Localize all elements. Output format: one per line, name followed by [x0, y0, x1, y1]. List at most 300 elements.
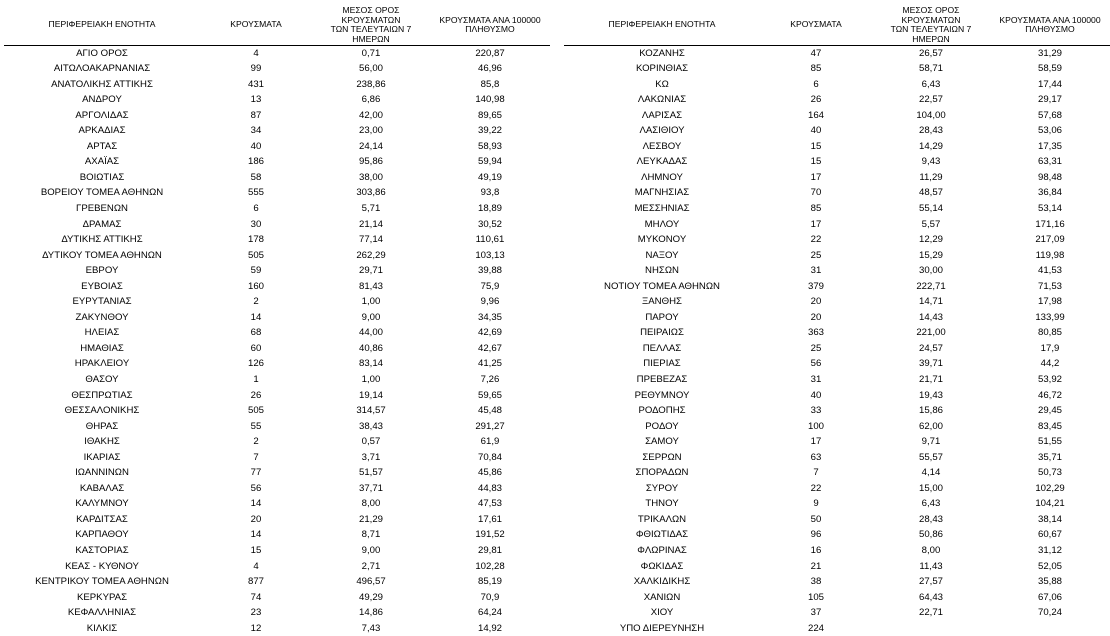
- cases-cell: 38: [810, 576, 822, 588]
- average-cell: 11,43: [919, 560, 943, 572]
- table-row: [4, 310, 1110, 326]
- cases-cell: 12: [250, 622, 262, 634]
- table-row: [4, 263, 1110, 279]
- average-cell: 9,71: [921, 436, 941, 448]
- region-name-cell: ΘΕΣΣΑΛΟΝΙΚΗΣ: [64, 405, 140, 417]
- region-name-cell: ΡΟΔΟΠΗΣ: [638, 405, 686, 417]
- per100k-cell: 41,25: [477, 358, 502, 370]
- cases-cell: 17: [810, 218, 822, 230]
- cases-cell: 16: [810, 545, 822, 556]
- table-row: [4, 232, 1110, 248]
- column-gap: [550, 574, 564, 590]
- cases-cell: 555: [247, 187, 264, 199]
- region-name-cell: ΤΡΙΚΑΛΩΝ: [637, 513, 687, 525]
- per100k-cell: 47,53: [477, 498, 502, 510]
- column-gap: [550, 92, 564, 108]
- table-header: [4, 6, 1110, 45]
- cases-cell: 4: [253, 47, 259, 59]
- region-name-cell: ΑΡΚΑΔΙΑΣ: [78, 125, 126, 137]
- average-cell: 26,57: [918, 47, 943, 59]
- header-average-left-line1: ΜΕΣΟΣ ΟΡΟΣ ΚΡΟΥΣΜΑΤΩΝ: [341, 5, 401, 25]
- per100k-cell: 29,45: [1037, 405, 1062, 417]
- cases-cell: 23: [250, 607, 262, 619]
- table-row: [4, 61, 1110, 77]
- average-cell: 95,86: [358, 156, 383, 168]
- per100k-cell: 171,16: [1035, 218, 1065, 230]
- average-cell: 9,43: [921, 156, 941, 168]
- per100k-cell: 52,05: [1037, 560, 1062, 572]
- average-cell: 12,29: [918, 234, 943, 246]
- header-cases-left-label: ΚΡΟΥΣΜΑΤΑ: [230, 19, 282, 30]
- column-gap: [550, 170, 564, 186]
- per100k-cell: 102,28: [475, 560, 505, 572]
- table-row: [4, 139, 1110, 155]
- average-cell: 28,43: [918, 513, 943, 525]
- per100k-cell: 35,71: [1037, 451, 1062, 463]
- column-gap: [550, 77, 564, 93]
- average-cell: 5,57: [921, 218, 941, 230]
- region-name-cell: ΠΡΕΒΕΖΑΣ: [636, 373, 688, 385]
- average-cell: 23,00: [358, 125, 383, 137]
- per100k-cell: 59,94: [477, 156, 502, 168]
- average-cell: 24,57: [918, 342, 943, 354]
- average-cell: 14,71: [918, 296, 943, 308]
- region-name-cell: ΚΙΛΚΙΣ: [86, 622, 118, 634]
- per100k-cell: 70,84: [477, 451, 502, 463]
- average-cell: 14,43: [918, 311, 943, 323]
- average-cell: 22,71: [918, 607, 943, 619]
- average-cell: 19,43: [918, 389, 943, 401]
- region-name-cell: ΦΛΩΡΙΝΑΣ: [637, 545, 687, 556]
- average-cell: 81,43: [358, 280, 383, 292]
- column-gap: [550, 263, 564, 279]
- per100k-cell: 89,65: [477, 109, 502, 121]
- column-gap: [550, 325, 564, 341]
- average-cell: 44,00: [358, 327, 383, 339]
- table-row: [4, 465, 1110, 481]
- per100k-cell: 50,73: [1037, 467, 1062, 479]
- region-name-cell: ΦΩΚΙΔΑΣ: [640, 560, 684, 572]
- per100k-cell: 110,61: [475, 234, 505, 246]
- cases-cell: 85: [810, 202, 822, 214]
- cases-cell: 17: [810, 436, 822, 448]
- per100k-cell: 17,9: [1040, 342, 1060, 354]
- cases-cell: 34: [250, 125, 262, 137]
- column-gap: [550, 434, 564, 450]
- table-row: [4, 356, 1110, 372]
- cases-cell: 15: [810, 156, 822, 168]
- average-cell: 40,86: [358, 342, 383, 354]
- average-cell: 0,57: [361, 436, 381, 448]
- table-row: [4, 496, 1110, 512]
- region-name-cell: ΑΙΤΩΛΟΑΚΑΡΝΑΝΙΑΣ: [53, 63, 151, 75]
- column-gap: [550, 496, 564, 512]
- region-name-cell: ΛΗΜΝΟΥ: [641, 171, 683, 183]
- cases-cell: 47: [810, 47, 822, 59]
- cases-cell: 40: [810, 389, 822, 401]
- average-cell: 222,71: [916, 280, 946, 292]
- cases-cell: 178: [247, 234, 264, 246]
- average-cell: 6,86: [361, 94, 381, 106]
- table-row: [4, 605, 1110, 621]
- column-gap: [550, 481, 564, 497]
- cases-table: [4, 6, 1110, 636]
- cases-cell: 7: [253, 451, 259, 463]
- region-name-cell: ΙΩΑΝΝΙΝΩΝ: [75, 467, 129, 479]
- average-cell: 14,29: [918, 140, 943, 152]
- average-cell: 29,71: [358, 265, 383, 277]
- table-row: [4, 185, 1110, 201]
- cases-cell: 56: [250, 482, 262, 494]
- column-gap: [550, 217, 564, 233]
- column-gap: [550, 388, 564, 404]
- column-gap: [550, 45, 564, 61]
- average-cell: 9,00: [361, 311, 381, 323]
- per100k-cell: 46,96: [477, 63, 502, 75]
- average-cell: 314,57: [356, 405, 386, 417]
- average-cell: 51,57: [358, 467, 383, 479]
- average-cell: 6,43: [921, 78, 941, 90]
- column-gap: [550, 621, 564, 636]
- cases-cell: 68: [250, 327, 262, 339]
- region-name-cell: ΗΛΕΙΑΣ: [84, 327, 120, 339]
- per100k-cell: 70,9: [480, 591, 500, 603]
- per100k-cell: 42,69: [477, 327, 502, 339]
- header-per100k-right-line2: ΠΛΗΘΥΣΜΟ: [1025, 24, 1075, 35]
- column-gap: [550, 512, 564, 528]
- column-gap: [550, 123, 564, 139]
- cases-cell: 55: [250, 420, 262, 432]
- cases-cell: 22: [810, 234, 822, 246]
- average-cell: 104,00: [916, 109, 946, 121]
- region-name-cell: ΑΡΓΟΛΙΔΑΣ: [75, 109, 129, 121]
- header-per100k-right: [990, 6, 1110, 45]
- per100k-cell: 70,24: [1037, 607, 1062, 619]
- region-name-cell: ΚΕΑΣ - ΚΥΘΝΟΥ: [65, 560, 139, 572]
- per100k-cell: 44,2: [1040, 358, 1060, 370]
- per100k-cell: 53,06: [1037, 125, 1062, 137]
- table-row: [4, 450, 1110, 466]
- cases-cell: 25: [810, 342, 822, 354]
- header-average-right-line2: ΤΩΝ ΤΕΛΕΥΤΑΙΩΝ 7 ΗΜΕΡΩΝ: [890, 24, 972, 44]
- region-name-cell: ΘΕΣΠΡΩΤΙΑΣ: [71, 389, 133, 401]
- cases-cell: 56: [810, 358, 822, 370]
- per100k-cell: 85,19: [477, 576, 502, 588]
- per100k-cell: 29,17: [1037, 94, 1062, 106]
- per100k-cell: 45,48: [477, 405, 502, 417]
- cases-cell: 2: [253, 296, 259, 308]
- region-name-cell: ΘΗΡΑΣ: [85, 420, 119, 432]
- cases-cell: 20: [810, 311, 822, 323]
- per100k-cell: 60,67: [1037, 529, 1062, 541]
- cases-cell: 21: [810, 560, 822, 572]
- region-name-cell: ΕΥΡΥΤΑΝΙΑΣ: [72, 296, 132, 308]
- cases-cell: 160: [247, 280, 264, 292]
- header-gap: [550, 6, 564, 45]
- per100k-cell: 31,29: [1037, 47, 1062, 59]
- table-row: [4, 621, 1110, 636]
- region-name-cell: ΝΗΣΩΝ: [645, 265, 679, 277]
- average-cell: 8,71: [361, 529, 381, 541]
- average-cell: 9,00: [361, 545, 381, 556]
- cases-cell: 363: [807, 327, 824, 339]
- column-gap: [550, 108, 564, 124]
- region-name-cell: ΣΥΡΟΥ: [645, 482, 679, 494]
- average-cell: 37,71: [358, 482, 383, 494]
- cases-cell: 26: [810, 94, 822, 106]
- per100k-cell: 31,12: [1037, 545, 1062, 556]
- table-row: [4, 123, 1110, 139]
- region-name-cell: ΚΟΖΑΝΗΣ: [639, 47, 685, 59]
- header-region-left-label: ΠΕΡΙΦΕΡΕΙΑΚΗ ΕΝΟΤΗΤΑ: [48, 19, 156, 30]
- region-name-cell: ΜΥΚΟΝΟΥ: [637, 234, 687, 246]
- average-cell: 24,14: [358, 140, 383, 152]
- header-cases-right: [760, 6, 872, 45]
- per100k-cell: 57,68: [1037, 109, 1062, 121]
- region-name-cell: ΕΒΡΟΥ: [85, 265, 119, 277]
- region-name-cell: ΠΑΡΟΥ: [645, 311, 679, 323]
- cases-cell: 7: [813, 467, 819, 479]
- region-name-cell: ΠΙΕΡΙΑΣ: [643, 358, 681, 370]
- column-gap: [550, 139, 564, 155]
- header-region-left: [4, 6, 200, 45]
- average-cell: 2,71: [361, 560, 381, 572]
- per100k-cell: 83,45: [1037, 420, 1062, 432]
- per100k-cell: 217,09: [1035, 234, 1065, 246]
- average-cell: 38,43: [358, 420, 383, 432]
- average-cell: 19,14: [358, 389, 383, 401]
- table-row: [4, 590, 1110, 606]
- average-cell: 1,00: [361, 373, 381, 385]
- header-region-right: [564, 6, 760, 45]
- table-row: [4, 154, 1110, 170]
- per100k-cell: 39,88: [477, 265, 502, 277]
- cases-cell: 50: [810, 513, 822, 525]
- column-gap: [550, 590, 564, 606]
- average-cell: 15,00: [918, 482, 943, 494]
- cases-cell: 6: [813, 78, 819, 90]
- table-row: [4, 294, 1110, 310]
- region-name-cell: ΠΕΙΡΑΙΩΣ: [640, 327, 684, 339]
- per100k-cell: 30,52: [477, 218, 502, 230]
- per100k-cell: 29,81: [477, 545, 502, 556]
- table-row: [4, 512, 1110, 528]
- column-gap: [550, 356, 564, 372]
- column-gap: [550, 154, 564, 170]
- cases-cell: 2: [253, 436, 259, 448]
- table-row: [4, 325, 1110, 341]
- per100k-cell: 67,06: [1037, 591, 1062, 603]
- cases-cell: 63: [810, 451, 822, 463]
- cases-cell: 20: [250, 513, 262, 525]
- cases-cell: 40: [250, 140, 262, 152]
- column-gap: [550, 201, 564, 217]
- average-cell: 6,43: [921, 498, 941, 510]
- per100k-cell: 44,83: [477, 482, 502, 494]
- average-cell: 58,71: [918, 63, 943, 75]
- region-name-cell: ΚΑΡΠΑΘΟΥ: [75, 529, 129, 541]
- region-name-cell: ΚΑΣΤΟΡΙΑΣ: [75, 545, 129, 556]
- average-cell: [872, 621, 990, 636]
- per100k-cell: 14,92: [477, 622, 502, 634]
- region-name-cell: ΛΑΡΙΣΑΣ: [641, 109, 683, 121]
- region-name-cell: ΧΑΛΚΙΔΙΚΗΣ: [633, 576, 691, 588]
- column-gap: [550, 403, 564, 419]
- per100k-cell: 80,85: [1037, 327, 1062, 339]
- average-cell: 7,43: [361, 622, 381, 634]
- average-cell: 83,14: [358, 358, 383, 370]
- table-row: [4, 388, 1110, 404]
- cases-cell: 60: [250, 342, 262, 354]
- region-name-cell: ΞΑΝΘΗΣ: [642, 296, 682, 308]
- header-region-right-label: ΠΕΡΙΦΕΡΕΙΑΚΗ ΕΝΟΤΗΤΑ: [608, 19, 716, 30]
- region-name-cell: ΑΝΑΤΟΛΙΚΗΣ ΑΤΤΙΚΗΣ: [51, 78, 153, 90]
- region-name-cell: ΣΕΡΡΩΝ: [642, 451, 682, 463]
- region-name-cell: ΡΕΘΥΜΝΟΥ: [634, 389, 690, 401]
- table-row: [4, 341, 1110, 357]
- region-name-cell: ΚΑΛΥΜΝΟΥ: [75, 498, 129, 510]
- region-name-cell: ΤΗΝΟΥ: [645, 498, 679, 510]
- table-row: [4, 559, 1110, 575]
- region-name-cell: ΔΥΤΙΚΗΣ ΑΤΤΙΚΗΣ: [61, 234, 143, 246]
- region-name-cell: ΥΠΟ ΔΙΕΡΕΥΝΗΣΗ: [619, 622, 705, 634]
- per100k-cell: 291,27: [475, 420, 505, 432]
- table-row: [4, 279, 1110, 295]
- average-cell: 48,57: [918, 187, 943, 199]
- average-cell: 303,86: [356, 187, 386, 199]
- cases-cell: 1: [253, 373, 259, 385]
- per100k-cell: 98,48: [1037, 171, 1062, 183]
- per100k-cell: 75,9: [480, 280, 500, 292]
- cases-cell: 58: [250, 171, 262, 183]
- cases-cell: 15: [810, 140, 822, 152]
- region-name-cell: ΒΟΙΩΤΙΑΣ: [79, 171, 125, 183]
- average-cell: 496,57: [356, 576, 386, 588]
- average-cell: 15,86: [918, 405, 943, 417]
- column-gap: [550, 605, 564, 621]
- cases-cell: 37: [810, 607, 822, 619]
- column-gap: [550, 527, 564, 543]
- region-name-cell: ΑΡΤΑΣ: [86, 140, 118, 152]
- table-row: [4, 170, 1110, 186]
- region-name-cell: ΒΟΡΕΙΟΥ ΤΟΜΕΑ ΑΘΗΝΩΝ: [40, 187, 164, 199]
- cases-cell: 431: [247, 78, 264, 90]
- per100k-cell: 85,8: [480, 78, 500, 90]
- column-gap: [550, 248, 564, 264]
- cases-cell: 74: [250, 591, 262, 603]
- cases-cell: 14: [250, 311, 262, 323]
- average-cell: 21,71: [918, 373, 943, 385]
- per100k-cell: 39,22: [477, 125, 502, 137]
- per100k-cell: 42,67: [477, 342, 502, 354]
- cases-cell: 105: [807, 591, 824, 603]
- average-cell: 49,29: [358, 591, 383, 603]
- average-cell: 3,71: [361, 451, 381, 463]
- cases-cell: 186: [247, 156, 264, 168]
- cases-cell: 87: [250, 109, 262, 121]
- average-cell: 42,00: [358, 109, 383, 121]
- table-row: [4, 419, 1110, 435]
- region-name-cell: ΑΧΑΪΑΣ: [84, 156, 120, 168]
- cases-cell: 100: [807, 420, 824, 432]
- cases-cell: 379: [807, 280, 824, 292]
- region-name-cell: ΧΙΟΥ: [650, 607, 674, 619]
- header-average-right: [872, 6, 990, 45]
- per100k-cell: 220,87: [475, 47, 505, 59]
- average-cell: 21,29: [358, 513, 383, 525]
- per100k-cell: 17,35: [1037, 140, 1062, 152]
- per100k-cell: 49,19: [477, 171, 502, 183]
- region-name-cell: ΚΕΡΚΥΡΑΣ: [76, 591, 127, 603]
- cases-cell: 14: [250, 529, 262, 541]
- per100k-cell: 119,98: [1035, 249, 1065, 261]
- region-name-cell: ΛΕΥΚΑΔΑΣ: [636, 156, 688, 168]
- column-gap: [550, 310, 564, 326]
- column-gap: [550, 61, 564, 77]
- per100k-cell: 104,21: [1035, 498, 1065, 510]
- per100k-cell: 34,35: [477, 311, 502, 323]
- region-name-cell: ΙΚΑΡΙΑΣ: [83, 451, 121, 463]
- average-cell: 221,00: [916, 327, 946, 339]
- average-cell: 8,00: [921, 545, 941, 556]
- region-name-cell: ΛΑΣΙΘΙΟΥ: [639, 125, 685, 137]
- table-row: [4, 201, 1110, 217]
- header-per100k-right-line1: ΚΡΟΥΣΜΑΤΑ ΑΝΑ 100000: [999, 14, 1101, 25]
- per100k-cell: 191,52: [475, 529, 505, 541]
- region-name-cell: ΔΥΤΙΚΟΥ ΤΟΜΕΑ ΑΘΗΝΩΝ: [42, 249, 162, 261]
- region-name-cell: ΚΩ: [655, 78, 669, 90]
- cases-cell: 14: [250, 498, 262, 510]
- region-name-cell: ΑΓΙΟ ΟΡΟΣ: [76, 47, 128, 59]
- average-cell: 28,43: [918, 125, 943, 137]
- cases-cell: 20: [810, 296, 822, 308]
- per100k-cell: 45,86: [477, 467, 502, 479]
- per100k-cell: 103,13: [475, 249, 505, 261]
- per100k-cell: 61,9: [480, 436, 500, 448]
- average-cell: 1,00: [361, 296, 381, 308]
- header-average-left: [312, 6, 430, 45]
- average-cell: 22,57: [918, 94, 943, 106]
- cases-cell: 126: [247, 358, 264, 370]
- region-name-cell: ΜΕΣΣΗΝΙΑΣ: [634, 202, 690, 214]
- table-row: [4, 527, 1110, 543]
- cases-cell: 99: [250, 63, 262, 75]
- per100k-cell: 63,31: [1037, 156, 1062, 168]
- region-name-cell: ΖΑΚΥΝΘΟΥ: [75, 311, 129, 323]
- table-body: [4, 45, 1110, 636]
- per100k-cell: 53,92: [1037, 373, 1062, 385]
- table-row: [4, 45, 1110, 61]
- per100k-cell: 38,14: [1037, 513, 1062, 525]
- region-name-cell: ΣΑΜΟΥ: [645, 436, 679, 448]
- region-name-cell: ΜΗΛΟΥ: [644, 218, 680, 230]
- table-row: [4, 217, 1110, 233]
- column-gap: [550, 341, 564, 357]
- column-gap: [550, 372, 564, 388]
- cases-cell: 30: [250, 218, 262, 230]
- table-row: [4, 434, 1110, 450]
- cases-cell: 31: [810, 373, 822, 385]
- region-name-cell: ΜΑΓΝΗΣΙΑΣ: [634, 187, 690, 199]
- average-cell: 39,71: [918, 358, 943, 370]
- region-name-cell: ΓΡΕΒΕΝΩΝ: [76, 202, 128, 214]
- column-gap: [550, 450, 564, 466]
- cases-cell: 15: [250, 545, 262, 556]
- header-average-left-line2: ΤΩΝ ΤΕΛΕΥΤΑΙΩΝ 7 ΗΜΕΡΩΝ: [330, 24, 412, 44]
- per100k-cell: 17,61: [477, 513, 502, 525]
- header-per100k-left-line1: ΚΡΟΥΣΜΑΤΑ ΑΝΑ 100000: [439, 14, 541, 25]
- cases-cell: 25: [810, 249, 822, 261]
